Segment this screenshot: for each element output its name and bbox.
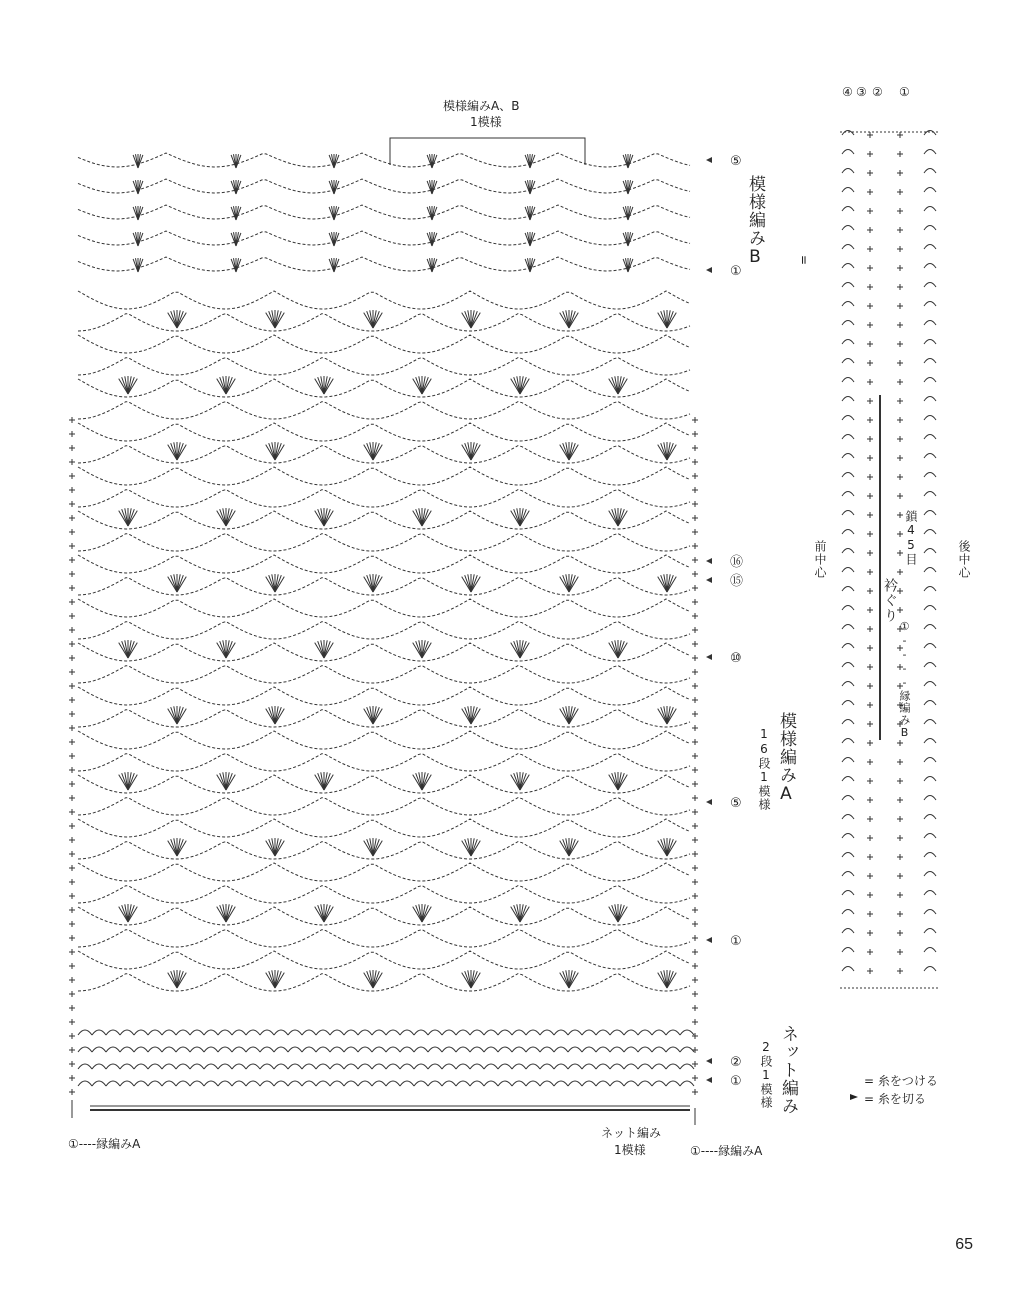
collar-col-marker: ③ bbox=[856, 85, 867, 99]
collar-loop bbox=[842, 226, 854, 231]
row-marker-label: ① bbox=[730, 1074, 742, 1089]
collar-loop bbox=[924, 378, 936, 383]
collar-loop bbox=[842, 872, 854, 877]
collar-col-marker: ④ bbox=[842, 85, 853, 99]
row-marker-label: ② bbox=[730, 1055, 742, 1070]
collar-loop bbox=[924, 815, 936, 820]
collar-loop bbox=[924, 530, 936, 535]
collar-loop bbox=[924, 245, 936, 250]
row-marker-label: ⑤ bbox=[730, 154, 742, 169]
pattern-b-row bbox=[78, 153, 690, 167]
pattern-b-row bbox=[78, 231, 690, 245]
collar-loop bbox=[924, 758, 936, 763]
collar-loop bbox=[924, 188, 936, 193]
pattern-a-row bbox=[78, 358, 690, 375]
collar-loop bbox=[842, 169, 854, 174]
row-marker-arrowhead bbox=[706, 577, 712, 583]
pattern-a-row bbox=[78, 511, 690, 529]
collar-equation: = bbox=[797, 255, 811, 266]
collar-loop bbox=[924, 454, 936, 459]
edge-b-label: ①----縁編みB bbox=[898, 620, 911, 740]
pattern-b-row bbox=[78, 257, 690, 271]
pattern-a-row bbox=[78, 402, 690, 419]
collar-loop bbox=[842, 948, 854, 953]
row-marker-label: ① bbox=[730, 934, 742, 949]
net-bottom-label-line2: 1模様 bbox=[614, 1143, 646, 1157]
collar-loop bbox=[924, 359, 936, 364]
row-marker-arrowhead bbox=[706, 558, 712, 564]
collar-loop bbox=[842, 720, 854, 725]
net-row bbox=[78, 1030, 694, 1035]
collar-loop bbox=[924, 948, 936, 953]
collar-loop bbox=[842, 264, 854, 269]
collar-loop bbox=[924, 207, 936, 212]
row-marker-arrowhead bbox=[706, 799, 712, 805]
collar-loop bbox=[842, 397, 854, 402]
pattern-a-row bbox=[78, 775, 690, 793]
row-marker-label: ⑩ bbox=[730, 651, 742, 666]
net-label: ネット編み bbox=[778, 1025, 798, 1115]
collar-loop bbox=[842, 207, 854, 212]
collar-loop bbox=[842, 682, 854, 687]
collar-loop bbox=[842, 606, 854, 611]
collar-loop bbox=[842, 625, 854, 630]
net-row bbox=[78, 1081, 694, 1086]
row-marker-arrowhead bbox=[706, 1058, 712, 1064]
back-center-label: 後中心 bbox=[957, 540, 971, 579]
chain-label: 鎖45目 bbox=[904, 510, 918, 566]
collar-loop bbox=[924, 549, 936, 554]
pattern-a-row bbox=[78, 555, 690, 573]
collar-loop bbox=[842, 321, 854, 326]
pattern-a-row bbox=[78, 379, 690, 397]
pattern-a-row bbox=[78, 467, 690, 485]
collar-loop bbox=[842, 131, 854, 136]
collar-loop bbox=[842, 644, 854, 649]
collar-loop bbox=[924, 587, 936, 592]
collar-loop bbox=[924, 131, 936, 136]
collar-loop bbox=[842, 853, 854, 858]
collar-loop bbox=[924, 606, 936, 611]
pattern-b-label: 模様編みB bbox=[745, 175, 765, 268]
collar-loop bbox=[842, 777, 854, 782]
collar-loop bbox=[924, 169, 936, 174]
net-bottom-label-line1: ネット編み bbox=[601, 1126, 662, 1140]
row-marker-label: ⑮ bbox=[730, 574, 744, 589]
pattern-a-row bbox=[78, 863, 690, 881]
row-marker-label: ① bbox=[730, 264, 742, 279]
collar-loop bbox=[924, 967, 936, 972]
row-marker-arrowhead bbox=[706, 1077, 712, 1083]
collar-loop bbox=[924, 511, 936, 516]
cut-icon bbox=[850, 1094, 858, 1100]
pattern-a-row bbox=[78, 754, 690, 771]
collar-loop bbox=[842, 739, 854, 744]
collar-loop bbox=[842, 834, 854, 839]
net-row bbox=[78, 1047, 694, 1052]
pattern-b-row bbox=[78, 205, 690, 219]
collar-loop bbox=[842, 473, 854, 478]
collar-loop bbox=[924, 834, 936, 839]
collar-loop bbox=[842, 530, 854, 535]
row-marker-label: ⑤ bbox=[730, 796, 742, 811]
collar-loop bbox=[924, 473, 936, 478]
collar-loop bbox=[842, 891, 854, 896]
collar-loop bbox=[924, 663, 936, 668]
repeat-bracket bbox=[390, 138, 585, 165]
pattern-a-row bbox=[78, 819, 690, 837]
collar-loop bbox=[842, 378, 854, 383]
pattern-a-row bbox=[78, 907, 690, 925]
collar-loop bbox=[924, 150, 936, 155]
collar-loop bbox=[842, 340, 854, 345]
legend-cut: = 糸を切る bbox=[864, 1092, 926, 1106]
collar-loop bbox=[842, 758, 854, 763]
collar-loop bbox=[842, 815, 854, 820]
collar-loop bbox=[842, 663, 854, 668]
collar-loop bbox=[924, 568, 936, 573]
repeat-label-line2: 1模様 bbox=[470, 115, 502, 129]
row-marker-arrowhead bbox=[706, 157, 712, 163]
collar-loop bbox=[842, 929, 854, 934]
edge-right-label: ①----縁編みA bbox=[690, 1144, 763, 1158]
legend-attach: = 糸をつける bbox=[864, 1074, 938, 1088]
collar-loop bbox=[842, 435, 854, 440]
pattern-a-row bbox=[78, 886, 690, 903]
pattern-a-row bbox=[78, 687, 690, 705]
attach-icon bbox=[850, 1076, 858, 1082]
collar-loop bbox=[842, 910, 854, 915]
collar-loop bbox=[924, 777, 936, 782]
collar-loop bbox=[924, 302, 936, 307]
pattern-b-row bbox=[78, 179, 690, 193]
collar-loop bbox=[924, 283, 936, 288]
pattern-a-row bbox=[78, 798, 690, 815]
collar-loop bbox=[924, 226, 936, 231]
collar-loop bbox=[924, 739, 936, 744]
collar-loop bbox=[924, 796, 936, 801]
collar-loop bbox=[842, 967, 854, 972]
pattern-a-row bbox=[78, 599, 690, 617]
pattern-a-row bbox=[78, 534, 690, 551]
neck-label: 衿ぐり bbox=[882, 578, 898, 623]
edge-left-label: ①----縁編みA bbox=[68, 1137, 141, 1151]
collar-loop bbox=[924, 929, 936, 934]
net-bracket bbox=[748, 1060, 750, 1080]
pattern-a-row bbox=[78, 335, 690, 353]
net-repeat: 2段1模様 bbox=[759, 1040, 773, 1109]
pattern-a-row bbox=[78, 423, 690, 441]
collar-loop bbox=[842, 302, 854, 307]
collar-loop bbox=[924, 321, 936, 326]
collar-loop bbox=[924, 340, 936, 345]
page-number: 65 bbox=[955, 1236, 973, 1253]
pattern-a-row bbox=[78, 643, 690, 661]
row-marker-arrowhead bbox=[706, 937, 712, 943]
collar-loop bbox=[924, 264, 936, 269]
pattern-a-row bbox=[78, 731, 690, 749]
row-marker-label: ⑯ bbox=[730, 555, 744, 570]
collar-loop bbox=[924, 701, 936, 706]
row-marker-arrowhead bbox=[706, 654, 712, 660]
collar-loop bbox=[842, 245, 854, 250]
pattern-a-row bbox=[78, 622, 690, 639]
pattern-a-label: 模様編みA bbox=[776, 712, 796, 805]
pattern-a-row bbox=[78, 951, 690, 969]
collar-loop bbox=[924, 891, 936, 896]
pattern-a-row bbox=[78, 666, 690, 683]
collar-loop bbox=[924, 910, 936, 915]
collar-loop bbox=[842, 283, 854, 288]
pattern-a-row bbox=[78, 291, 690, 309]
collar-col-marker: ② bbox=[872, 85, 883, 99]
collar-loop bbox=[842, 701, 854, 706]
collar-loop bbox=[924, 853, 936, 858]
collar-col-marker: ① bbox=[899, 85, 910, 99]
repeat-label-line1: 模様編みA、B bbox=[443, 99, 520, 113]
collar-loop bbox=[842, 587, 854, 592]
collar-loop bbox=[842, 492, 854, 497]
collar-loop bbox=[924, 644, 936, 649]
net-row bbox=[78, 1064, 694, 1069]
collar-loop bbox=[842, 150, 854, 155]
collar-loop bbox=[924, 397, 936, 402]
collar-loop bbox=[924, 720, 936, 725]
pattern-a-row bbox=[78, 930, 690, 947]
collar-loop bbox=[842, 796, 854, 801]
pattern-a-repeat: 16段1模様 bbox=[757, 727, 771, 811]
collar-loop bbox=[842, 568, 854, 573]
collar-loop bbox=[842, 359, 854, 364]
collar-loop bbox=[842, 549, 854, 554]
row-marker-arrowhead bbox=[706, 267, 712, 273]
collar-loop bbox=[924, 872, 936, 877]
front-center-label: 前中心 bbox=[813, 540, 827, 579]
collar-loop bbox=[924, 416, 936, 421]
collar-loop bbox=[842, 511, 854, 516]
collar-loop bbox=[842, 454, 854, 459]
collar-loop bbox=[842, 188, 854, 193]
collar-loop bbox=[924, 435, 936, 440]
collar-loop bbox=[842, 416, 854, 421]
collar-loop bbox=[924, 625, 936, 630]
collar-loop bbox=[924, 682, 936, 687]
pattern-a-row bbox=[78, 490, 690, 507]
pattern-a-bracket bbox=[738, 558, 750, 968]
collar-loop bbox=[924, 492, 936, 497]
